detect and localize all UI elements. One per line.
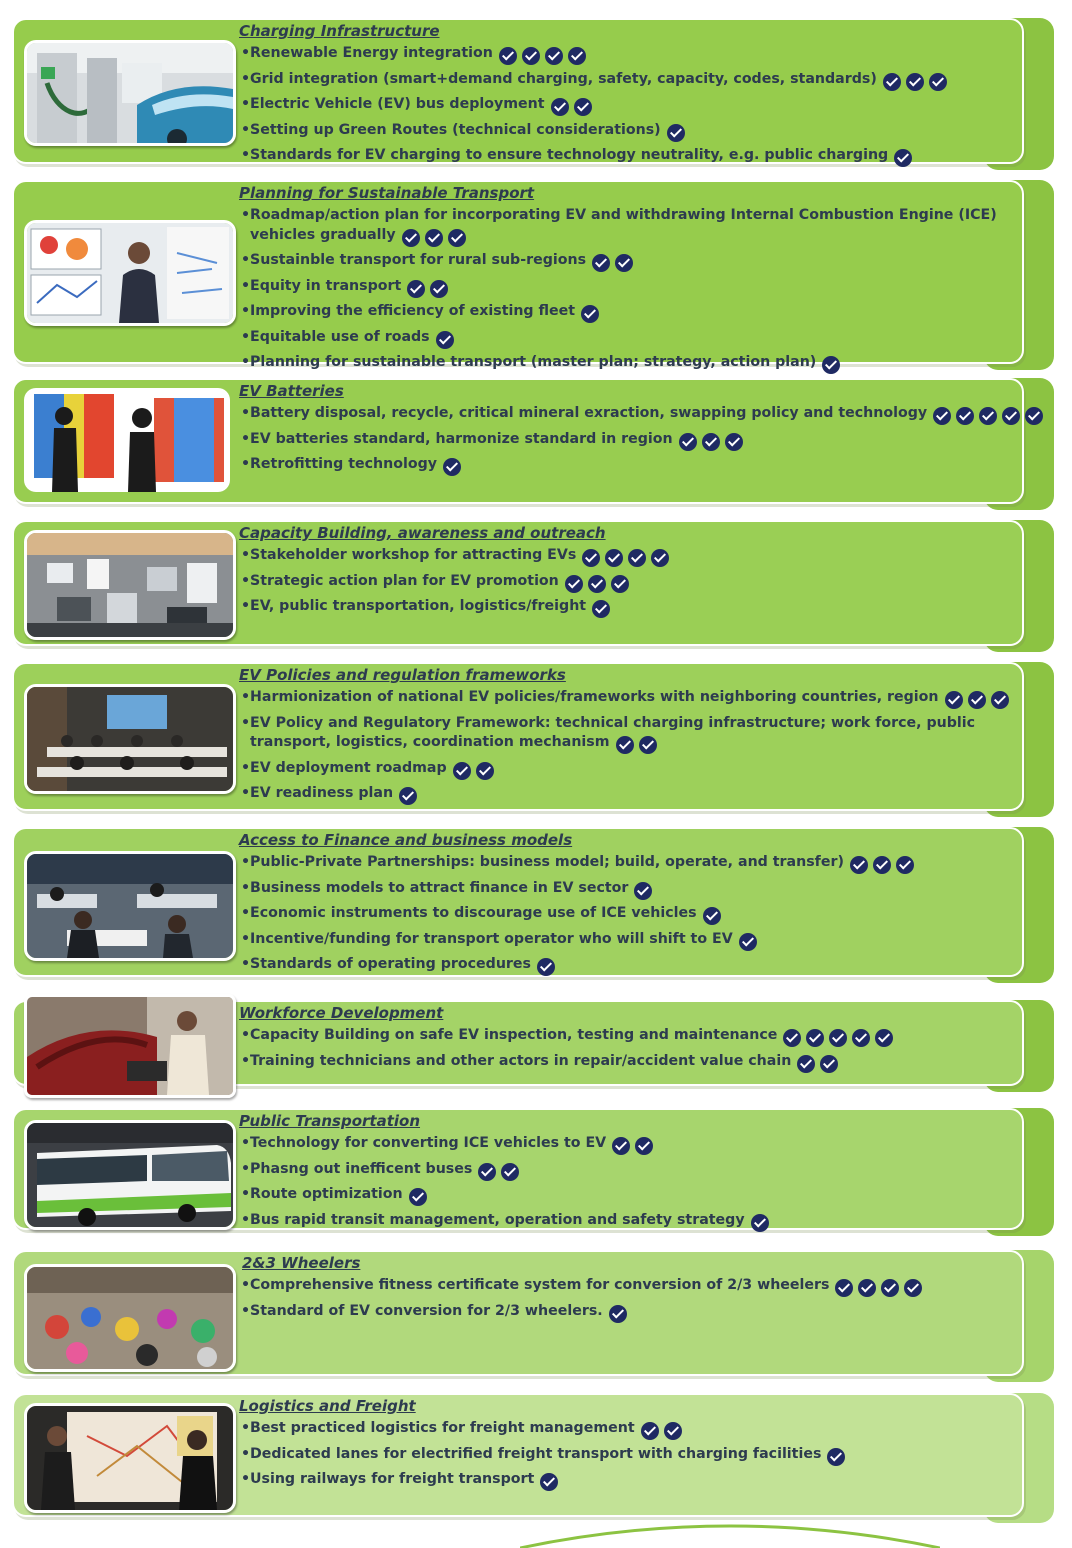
bullet-icon: • (241, 714, 251, 731)
list-item (239, 1160, 1050, 1183)
check-group (581, 305, 604, 325)
item-text: Improving the efficiency of existing fleet (250, 303, 576, 319)
checkmark-icon (667, 124, 685, 142)
bullet-icon: • (241, 1160, 251, 1177)
checkmark-icon (875, 1029, 893, 1047)
checkmark-icon (635, 1137, 653, 1155)
list-item (239, 95, 1050, 118)
checkmark-icon (399, 787, 417, 805)
electric-bus-photo (24, 1120, 236, 1230)
section-card-capacity-building (12, 520, 1054, 652)
check-group (679, 433, 748, 453)
list-item (239, 1445, 1050, 1468)
check-group (703, 907, 726, 927)
section-content (239, 22, 1050, 172)
item-text: Using railways for freight transport (250, 1471, 535, 1487)
check-group (399, 787, 422, 807)
check-group (641, 1422, 687, 1442)
battery-research-photo (24, 388, 230, 492)
section-content (239, 184, 1050, 379)
check-group (436, 331, 459, 351)
list-item (239, 44, 1050, 67)
checkmark-icon (430, 280, 448, 298)
list-item (239, 853, 1050, 876)
item-text: EV batteries standard, harmonize standard in region (250, 430, 673, 447)
checkmark-icon (609, 1305, 627, 1323)
list-item (239, 251, 1050, 274)
check-group (609, 1305, 632, 1325)
check-group (883, 73, 952, 93)
item-list (239, 688, 1050, 807)
list-item (239, 879, 1050, 902)
bullet-icon: • (241, 598, 251, 614)
checkmark-icon (894, 149, 912, 167)
business-meeting-photo (24, 851, 236, 961)
item-text: Setting up Green Routes (technical considerations) (250, 121, 661, 138)
checkmark-icon (628, 549, 646, 567)
checkmark-icon (751, 1214, 769, 1232)
item-text: Harmionization of national EV policies/frameworks with neighboring countries, region (250, 689, 939, 705)
checkmark-icon (616, 736, 634, 754)
checkmark-icon (679, 433, 697, 451)
bullet-icon: • (241, 147, 251, 163)
bullet-icon: • (241, 207, 251, 223)
checkmark-icon (881, 1279, 899, 1297)
item-list (239, 404, 1050, 478)
item-text: Dedicated lanes for electrified freight transport with charging facilities (250, 1445, 822, 1462)
checkmark-icon (574, 98, 592, 116)
item-text: Business models to attract finance in EV sector (250, 879, 629, 896)
bullet-icon: • (241, 70, 251, 87)
section-card-logistics-freight (12, 1393, 1054, 1523)
checkmark-icon (956, 407, 974, 425)
item-text: Best practiced logistics for freight management (250, 1420, 635, 1436)
bullet-icon: • (241, 252, 251, 268)
checkmark-icon (588, 575, 606, 593)
checkmark-icon (829, 1029, 847, 1047)
list-item (239, 597, 1050, 620)
list-item (239, 1026, 1050, 1049)
conference-room-photo (24, 684, 236, 794)
item-text: Standards of operating procedures (250, 956, 531, 972)
section-content (239, 1397, 1050, 1496)
section-title: Planning for Sustainable Transport (239, 184, 535, 202)
item-text: Incentive/funding for transport operator who will shift to EV (250, 930, 733, 947)
list-item (239, 1211, 1050, 1234)
checkmark-icon (703, 907, 721, 925)
checkmark-icon (537, 958, 555, 976)
check-group (565, 575, 634, 595)
checkmark-icon (634, 882, 652, 900)
check-group (592, 254, 638, 274)
bullet-icon: • (241, 121, 251, 138)
decorative-curve (520, 1518, 940, 1548)
item-text: Roadmap/action plan for incorporating EV and withdrawing Internal Combustion Engine (ICE) vehicles gradually (250, 207, 997, 243)
list-item (239, 714, 1050, 756)
list-item (239, 455, 1050, 478)
section-title: Public Transportation (239, 1112, 421, 1130)
list-item (239, 121, 1050, 144)
section-title: Access to Finance and business models (239, 831, 573, 849)
checkmark-icon (896, 856, 914, 874)
checkmark-icon (739, 933, 757, 951)
bullet-icon: • (241, 430, 251, 447)
list-item (239, 1134, 1050, 1157)
check-group (612, 1137, 658, 1157)
checkmark-icon (858, 1279, 876, 1297)
checkmark-icon (436, 331, 454, 349)
check-group (540, 1473, 563, 1493)
checkmark-icon (725, 433, 743, 451)
checkmark-icon (501, 1163, 519, 1181)
checkmark-icon (1002, 407, 1020, 425)
list-item (239, 1185, 1050, 1208)
item-list (239, 1134, 1050, 1233)
item-text: Bus rapid transit management, operation and safety strategy (250, 1211, 745, 1228)
section-content (239, 666, 1050, 810)
bullet-icon: • (241, 96, 251, 112)
check-group (634, 882, 657, 902)
checkmark-icon (850, 856, 868, 874)
section-title: 2&3 Wheelers (242, 1254, 361, 1272)
checkmark-icon (448, 229, 466, 247)
section-card-public-transportation (12, 1108, 1054, 1236)
checkmark-icon (565, 575, 583, 593)
section-content (239, 382, 1050, 481)
checkmark-icon (873, 856, 891, 874)
checkmark-icon (612, 1137, 630, 1155)
item-text: Sustainble transport for rural sub-regions (250, 252, 587, 268)
item-list (239, 546, 1050, 620)
section-title: Charging Infrastructure (239, 22, 440, 40)
checkmark-icon (852, 1029, 870, 1047)
item-list (239, 1419, 1050, 1493)
list-item (239, 206, 1050, 248)
list-item (239, 353, 1050, 376)
checkmark-icon (797, 1055, 815, 1073)
list-item (239, 955, 1050, 978)
checkmark-icon (443, 458, 461, 476)
check-group (850, 856, 919, 876)
checkmark-icon (407, 280, 425, 298)
check-group (783, 1029, 898, 1049)
checkmark-icon (611, 575, 629, 593)
check-group (551, 98, 597, 118)
checkmark-icon (605, 549, 623, 567)
check-group (616, 736, 662, 756)
check-group (537, 958, 560, 978)
section-content (239, 524, 1050, 623)
bullet-icon: • (241, 930, 251, 947)
bullet-icon: • (241, 1186, 251, 1202)
planners-at-whiteboard-photo (24, 220, 236, 326)
checkmark-icon (615, 254, 633, 272)
section-title: Logistics and Freight (239, 1397, 416, 1415)
highway-traffic-photo (24, 530, 236, 640)
logistics-map-photo (24, 1403, 236, 1513)
item-text: EV Policy and Regulatory Framework: technical charging infrastructure; work force, public transport, logistics, coordination mechanism (250, 714, 976, 750)
list-item (239, 1052, 1050, 1075)
item-list (239, 853, 1050, 978)
item-text: Economic instruments to discourage use of ICE vehicles (250, 905, 697, 921)
bullet-icon: • (241, 689, 251, 705)
list-item (239, 430, 1050, 453)
item-text: Capacity Building on safe EV inspection, testing and maintenance (250, 1027, 778, 1043)
section-card-planning-sustainable-transport (12, 180, 1054, 370)
item-text: Battery disposal, recycle, critical mineral exraction, swapping policy and technology (250, 405, 928, 421)
section-content (239, 1004, 1050, 1077)
checkmark-icon (929, 73, 947, 91)
checkmark-icon (582, 549, 600, 567)
checkmark-icon (991, 691, 1009, 709)
checkmark-icon (979, 407, 997, 425)
check-group (827, 1448, 850, 1468)
section-title: EV Batteries (239, 382, 344, 400)
check-group (797, 1055, 843, 1075)
item-text: Standards for EV charging to ensure technology neutrality, e.g. public charging (250, 147, 889, 163)
check-group (835, 1279, 927, 1299)
item-text: EV readiness plan (250, 785, 394, 801)
checkmark-icon (592, 600, 610, 618)
check-group (499, 47, 591, 67)
list-item (239, 572, 1050, 595)
section-title: EV Policies and regulation frameworks (239, 666, 566, 684)
bullet-icon: • (241, 1302, 251, 1319)
section-title: Capacity Building, awareness and outreach (239, 524, 606, 542)
list-item (239, 546, 1050, 569)
checkmark-icon (945, 691, 963, 709)
checkmark-icon (545, 47, 563, 65)
check-group (739, 933, 762, 953)
checkmark-icon (822, 356, 840, 374)
bullet-icon: • (241, 547, 251, 563)
list-item (239, 1419, 1050, 1442)
item-text: Comprehensive fitness certificate system for conversion of 2/3 wheelers (250, 1277, 830, 1293)
checkmark-icon (551, 98, 569, 116)
bullet-icon: • (241, 1277, 251, 1293)
check-group (478, 1163, 524, 1183)
checkmark-icon (702, 433, 720, 451)
list-item (239, 146, 1050, 169)
check-group (443, 458, 466, 478)
item-text: EV, public transportation, logistics/freight (250, 598, 587, 614)
bullet-icon: • (241, 572, 251, 589)
bullet-icon: • (241, 1420, 251, 1436)
bullet-icon: • (241, 759, 251, 776)
list-item (239, 1470, 1050, 1493)
checkmark-icon (904, 1279, 922, 1297)
checkmark-icon (581, 305, 599, 323)
list-item (239, 404, 1050, 427)
section-content (239, 1112, 1050, 1236)
list-item (239, 277, 1050, 300)
item-text: Planning for sustainable transport (master plan; strategy, action plan) (250, 354, 817, 370)
bullet-icon: • (241, 905, 251, 921)
checkmark-icon (933, 407, 951, 425)
section-card-2-3-wheelers (12, 1250, 1054, 1382)
item-text: Strategic action plan for EV promotion (250, 572, 559, 589)
item-text: Training technicians and other actors in repair/accident value chain (250, 1052, 792, 1069)
check-group (409, 1188, 432, 1208)
checkmark-icon (499, 47, 517, 65)
item-text: EV deployment roadmap (250, 759, 447, 776)
check-group (945, 691, 1014, 711)
item-list (239, 1276, 1050, 1324)
bullet-icon: • (241, 277, 251, 294)
item-list (239, 1026, 1050, 1074)
item-list (239, 206, 1050, 376)
motorbikes-street-photo (24, 1264, 236, 1372)
checkmark-icon (651, 549, 669, 567)
check-group (453, 762, 499, 782)
list-item (239, 904, 1050, 927)
bullet-icon: • (241, 1027, 251, 1043)
bullet-icon: • (241, 1135, 251, 1151)
checkmark-icon (568, 47, 586, 65)
list-item (239, 784, 1050, 807)
list-item (239, 70, 1050, 93)
check-group (582, 549, 674, 569)
checkmark-icon (639, 736, 657, 754)
bullet-icon: • (241, 785, 251, 801)
item-text: Stakeholder workshop for attracting EVs (250, 547, 577, 563)
check-group (822, 356, 845, 376)
bullet-icon: • (241, 879, 251, 896)
checkmark-icon (835, 1279, 853, 1297)
item-text: Standard of EV conversion for 2/3 wheelers. (250, 1302, 603, 1319)
check-group (751, 1214, 774, 1234)
checkmark-icon (827, 1448, 845, 1466)
list-item (239, 1302, 1050, 1325)
checkmark-icon (906, 73, 924, 91)
item-text: Retrofitting technology (250, 456, 437, 472)
technician-workshop-photo (24, 994, 236, 1098)
checkmark-icon (820, 1055, 838, 1073)
checkmark-icon (1025, 407, 1043, 425)
checkmark-icon (409, 1188, 427, 1206)
item-text: Equitable use of roads (250, 328, 430, 345)
checkmark-icon (806, 1029, 824, 1047)
item-text: Electric Vehicle (EV) bus deployment (250, 96, 545, 112)
checkmark-icon (641, 1422, 659, 1440)
item-text: Equity in transport (250, 277, 402, 294)
checkmark-icon (883, 73, 901, 91)
checkmark-icon (783, 1029, 801, 1047)
checkmark-icon (425, 229, 443, 247)
checkmark-icon (476, 762, 494, 780)
section-title: Workforce Development (239, 1004, 444, 1022)
check-group (592, 600, 615, 620)
checkmark-icon (453, 762, 471, 780)
section-card-ev-batteries (12, 378, 1054, 510)
bullet-icon: • (241, 854, 251, 870)
section-card-ev-policies (12, 662, 1054, 817)
list-item (239, 930, 1050, 953)
bullet-icon: • (241, 456, 251, 472)
list-item (239, 688, 1050, 711)
section-card-access-to-finance (12, 827, 1054, 983)
checkmark-icon (592, 254, 610, 272)
bullet-icon: • (241, 1445, 251, 1462)
section-content (239, 1254, 1050, 1327)
item-text: Grid integration (smart+demand charging, safety, capacity, codes, standards) (250, 70, 877, 87)
bullet-icon: • (241, 45, 251, 61)
item-text: Phasng out inefficent buses (250, 1160, 473, 1177)
bullet-icon: • (241, 405, 251, 421)
item-text: Renewable Energy integration (250, 45, 493, 61)
checkmark-icon (540, 1473, 558, 1491)
bullet-icon: • (241, 328, 251, 345)
checkmark-icon (968, 691, 986, 709)
list-item (239, 302, 1050, 325)
list-item (239, 759, 1050, 782)
bullet-icon: • (241, 1471, 251, 1487)
item-text: Route optimization (250, 1186, 403, 1202)
check-group (894, 149, 917, 169)
checkmark-icon (522, 47, 540, 65)
bullet-icon: • (241, 956, 251, 972)
checkmark-icon (478, 1163, 496, 1181)
bullet-icon: • (241, 1052, 251, 1069)
checkmark-icon (664, 1422, 682, 1440)
check-group (667, 124, 690, 144)
item-text: Technology for converting ICE vehicles to EV (250, 1135, 607, 1151)
list-item (239, 1276, 1050, 1299)
bullet-icon: • (241, 1211, 251, 1228)
list-item (239, 328, 1050, 351)
item-text: Public-Private Partnerships: business model; build, operate, and transfer) (250, 854, 844, 870)
check-group (407, 280, 453, 300)
bullet-icon: • (241, 303, 251, 319)
item-list (239, 44, 1050, 169)
checkmark-icon (402, 229, 420, 247)
check-group (402, 229, 471, 249)
ev-charging-station-photo (24, 40, 236, 146)
check-group (933, 407, 1048, 427)
section-content (239, 831, 1050, 981)
bullet-icon: • (241, 354, 251, 370)
section-card-charging-infrastructure (12, 18, 1054, 170)
section-card-workforce-development (12, 1000, 1054, 1092)
